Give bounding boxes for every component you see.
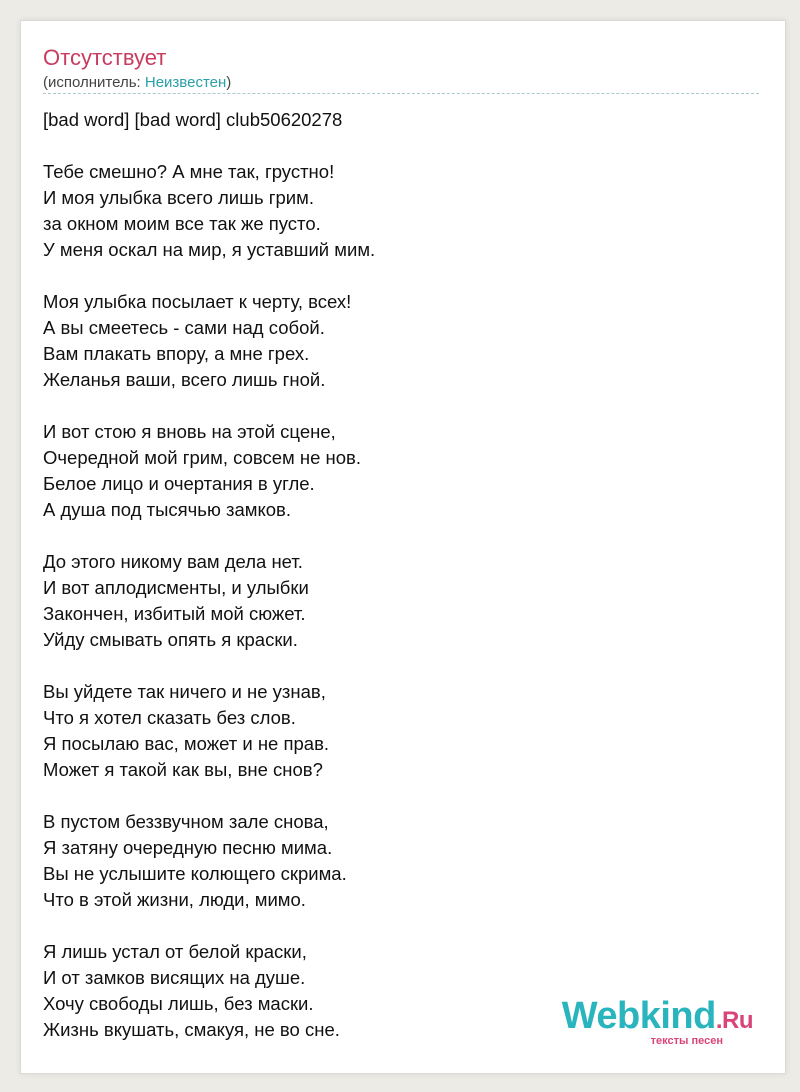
lyric-line: Желанья ваши, всего лишь гной. [43,369,326,390]
stanza [43,159,763,263]
lyric-line: И вот стою я вновь на этой сцене, [43,421,336,442]
logo-tld: .Ru [715,1007,753,1034]
logo-main-text: Webkind [561,995,716,1037]
lyric-line: Очередной мой грим, совсем не нов. [43,447,361,468]
lyric-line: Я лишь устал от белой краски, [43,941,307,962]
logo-tagline: тексты песен [650,1035,723,1047]
lyric-line: Вы уйдете так ничего и не узнав, [43,681,326,702]
lyric-line: Моя улыбка посылает к черту, всех! [43,291,352,312]
artist-line [43,74,231,91]
stanza [43,809,763,913]
lyric-line: Белое лицо и очертания в угле. [43,473,315,494]
lyric-line: А душа под тысячью замков. [43,499,292,520]
lyric-line: Что в этой жизни, люди, мимо. [43,889,306,910]
lyric-line: Может я такой как вы, вне снов? [43,759,323,780]
stanza [43,419,763,523]
stanza [43,549,763,653]
lyric-line: Закончен, избитый мой сюжет. [43,603,306,624]
lyric-line: Хочу свободы лишь, без маски. [43,993,314,1014]
lyrics-body [43,107,763,1069]
header-divider [43,93,759,94]
lyric-line: Жизнь вкушать, смакуя, не во сне. [43,1019,340,1040]
lyric-line: И моя улыбка всего лишь грим. [43,187,314,208]
lyric-line: Вы не услышите колющего скрима. [43,863,347,884]
lyric-line: У меня оскал на мир, я уставший мим. [43,239,376,260]
lyric-line: И от замков висящих на душе. [43,967,306,988]
lyric-line: И вот аплодисменты, и улыбки [43,577,309,598]
artist-prefix: (исполнитель: [43,74,145,91]
lyric-line: Вам плакать впору, а мне грех. [43,343,310,364]
logo-wordmark [561,995,753,1039]
stanza [43,107,763,133]
song-title: Отсутствует [43,45,167,70]
lyric-line: Я затяну очередную песню мима. [43,837,333,858]
artist-link[interactable]: Неизвестен [144,74,227,91]
lyric-line: Я посылаю вас, может и не прав. [43,733,330,754]
lyric-line: До этого никому вам дела нет. [43,551,303,572]
stanza [43,289,763,393]
lyric-line: Тебе смешно? А мне так, грустно! [43,161,335,182]
lyric-line: В пустом беззвучном зале снова, [43,811,329,832]
stanza [43,679,763,783]
lyric-line: [bad word] [bad word] club50620278 [43,109,343,130]
artist-suffix: ) [226,74,232,91]
lyric-line: за окном моим все так же пусто. [43,213,321,234]
lyrics-card [20,20,786,1074]
webkind-logo[interactable] [561,995,753,1047]
lyric-line: Уйду смывать опять я краски. [43,629,298,650]
lyric-line: А вы смеетесь - сами над собой. [43,317,325,338]
lyric-line: Что я хотел сказать без слов. [43,707,296,728]
